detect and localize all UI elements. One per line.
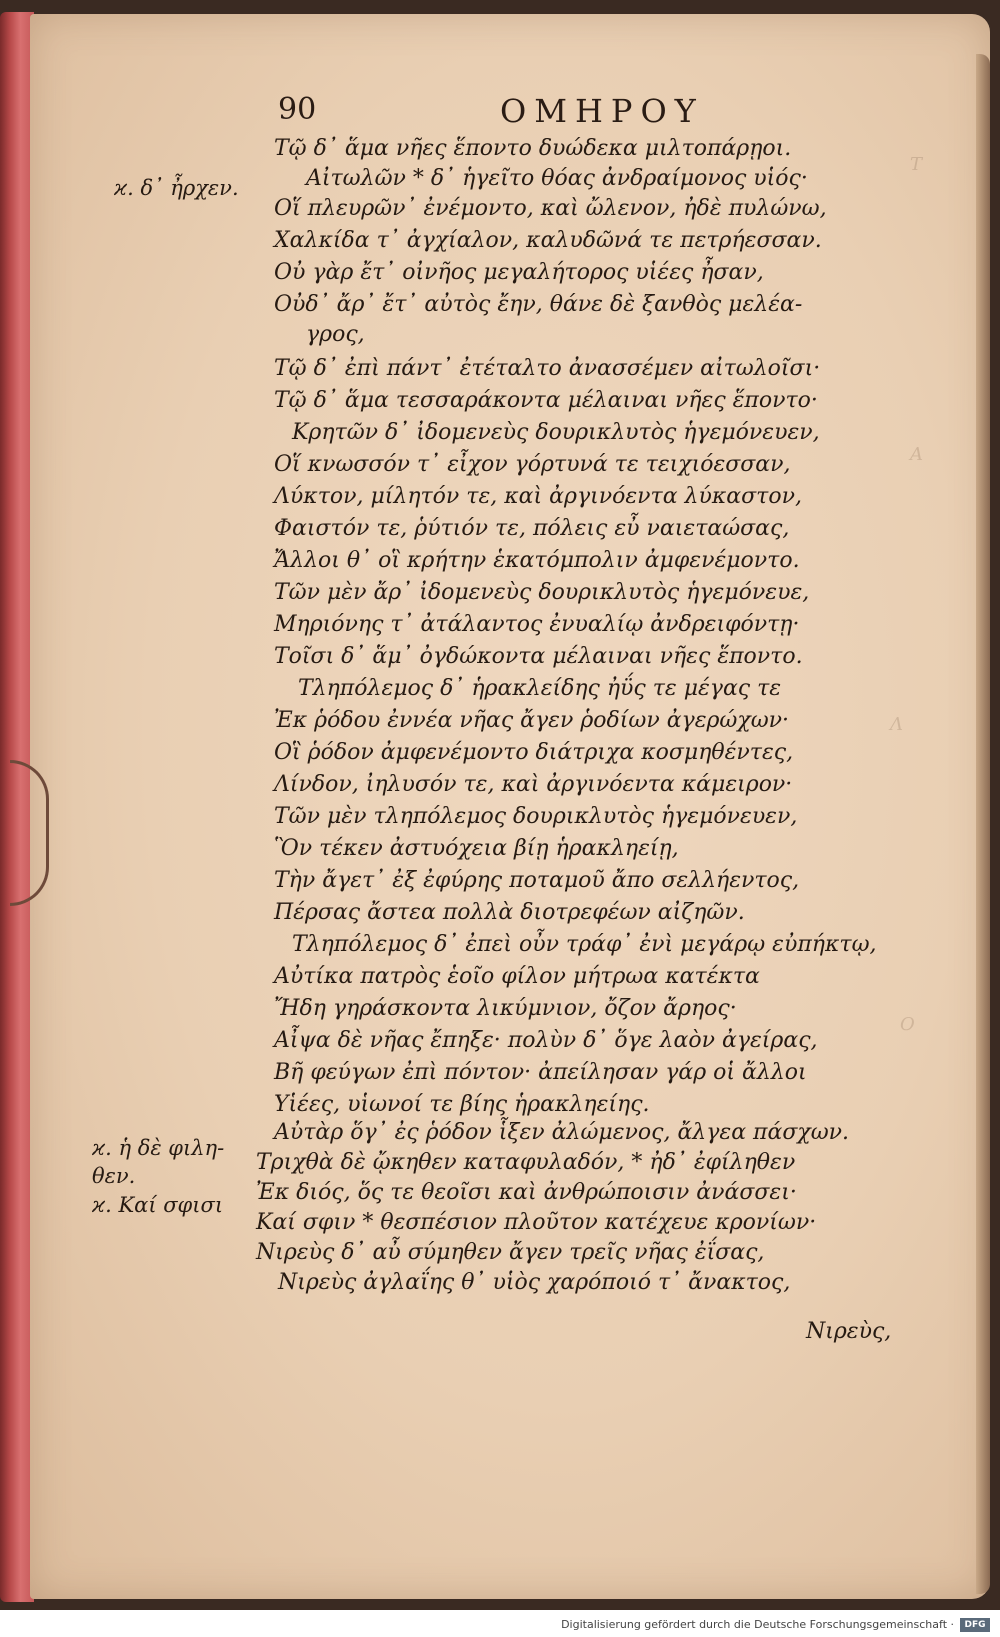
verse-line: Πέρσας ἄστεα πολλὰ διοτρεφέων αἰζηῶν. xyxy=(274,900,745,925)
digitization-footer xyxy=(0,1610,1000,1637)
verse-line: Μηριόνης τ᾽ ἀτάλαντος ἐνυαλίῳ ἀνδρειφόντῃ· xyxy=(274,612,800,637)
verse-line: Ὃν τέκεν ἀστυόχεια βίῃ ἡρακληείῃ, xyxy=(274,836,679,861)
verse-line: Αὐτὰρ ὅγ᾽ ἐς ῥόδον ἷξεν ἀλώμενος, ἄλγεα πάσχων. xyxy=(274,1120,850,1145)
catchword: Νιρεὺς, xyxy=(806,1319,892,1344)
verse-line: Ἤδη γηράσκοντα λικύμνιον, ὄζον ἄρηος· xyxy=(274,996,737,1021)
verse-line: Οἳ ῥόδον ἀμφενέμοντο διάτριχα κοσμηθέντες, xyxy=(274,740,794,765)
verse-line: Λύκτον, μίλητόν τε, καὶ ἀργινόεντα λύκαστον, xyxy=(274,484,802,509)
verse-line: Τῶν μὲν ἄρ᾽ ἰδομενεὺς δουρικλυτὸς ἡγεμόνευε, xyxy=(274,580,810,605)
verse-line: Οἵ κνωσσόν τ᾽ εἶχον γόρτυνά τε τειχιόεσσαν, xyxy=(274,452,791,477)
bleed-through-mark: Λ xyxy=(890,714,903,735)
funding-credit: Digitalisierung gefördert durch die Deutsche Forschungsgemeinschaft · xyxy=(561,1618,954,1631)
verse-line: Τῷ δ᾽ ἐπὶ πάντ᾽ ἐτέταλτο ἀνασσέμεν αἰτωλοῖσι· xyxy=(274,356,821,381)
verse-line: γρος, xyxy=(306,322,365,347)
verse-line: Τοῖσι δ᾽ ἅμ᾽ ὀγδώκοντα μέλαιναι νῆες ἕποντο. xyxy=(274,644,803,669)
verse-line: Χαλκίδα τ᾽ ἀγχίαλον, καλυδῶνά τε πετρήεσσαν. xyxy=(274,228,822,253)
margin-note: ϰ. ἡ δὲ φιλη- xyxy=(92,1136,225,1160)
dfg-logo-icon: DFG xyxy=(960,1618,990,1632)
verse-line: Υἱέες, υἱωνοί τε βίης ἡρακληείης. xyxy=(274,1092,650,1117)
verse-line: Βῆ φεύγων ἐπὶ πόντον· ἀπείλησαν γάρ οἱ ἄλλοι xyxy=(274,1060,807,1085)
verse-line: Τὴν ἄγετ᾽ ἐξ ἐφύρης ποταμοῦ ἄπο σελλήεντος, xyxy=(274,868,800,893)
verse-line: Οὐδ᾽ ἄρ᾽ ἔτ᾽ αὐτὸς ἔην, θάνε δὲ ξανθὸς μελέα- xyxy=(274,292,803,317)
verse-line: Αὐτίκα πατρὸς ἑοῖο φίλον μήτρωα κατέκτα xyxy=(274,964,760,989)
verse-line: Τριχθὰ δὲ ᾤκηθεν καταφυλαδόν, * ἠδ᾽ ἐφίληθεν xyxy=(256,1150,796,1175)
verse-line: Οὐ γὰρ ἔτ᾽ οἰνῆος μεγαλήτορος υἱέες ἦσαν, xyxy=(274,260,764,285)
page-number: 90 xyxy=(278,92,317,127)
verse-line: Τῷ δ᾽ ἅμα νῆες ἕποντο δυώδεκα μιλτοπάρῃοι. xyxy=(274,136,792,161)
verse-line: Ἐκ διός, ὅς τε θεοῖσι καὶ ἀνθρώποισιν ἀνάσσει· xyxy=(256,1180,797,1205)
running-head: ΟΜΗΡΟΥ xyxy=(500,92,704,130)
book-page xyxy=(30,14,990,1599)
verse-line: Ἐκ ῥόδου ἐννέα νῆας ἄγεν ῥοδίων ἀγερώχων· xyxy=(274,708,790,733)
bleed-through-mark: Τ xyxy=(910,154,923,175)
verse-line: Νιρεὺς ἀγλαΐης θ᾽ υἱὸς χαρόποιό τ᾽ ἄνακτος, xyxy=(278,1270,791,1295)
bleed-through-mark: Α xyxy=(910,444,923,465)
margin-note: ϰ. Καί σφισι xyxy=(92,1193,224,1217)
verse-line: Ἄλλοι θ᾽ οἳ κρήτην ἑκατόμπολιν ἀμφενέμοντο. xyxy=(274,548,800,573)
verse-line: Τληπόλεμος δ᾽ ἡρακλείδης ἠΰς τε μέγας τε xyxy=(298,676,782,701)
verse-line: Τῷ δ᾽ ἅμα τεσσαράκοντα μέλαιναι νῆες ἕποντο· xyxy=(274,388,818,413)
margin-note: θεν. xyxy=(92,1164,136,1188)
verse-line: Αἰτωλῶν * δ᾽ ἡγεῖτο θόας ἀνδραίμονος υἱός· xyxy=(306,166,808,191)
page-fore-edge xyxy=(976,54,990,1594)
book-clasp xyxy=(10,760,49,906)
verse-line: Φαιστόν τε, ῥύτιόν τε, πόλεις εὖ ναιεταώσας, xyxy=(274,516,790,541)
verse-line: Τῶν μὲν τληπόλεμος δουρικλυτὸς ἡγεμόνευεν, xyxy=(274,804,798,829)
verse-line: Καί σφιν * θεσπέσιον πλοῦτον κατέχευε κρονίων· xyxy=(256,1210,817,1235)
verse-line: Αἶψα δὲ νῆας ἔπηξε· πολὺν δ᾽ ὅγε λαὸν ἀγείρας, xyxy=(274,1028,818,1053)
verse-line: Οἵ πλευρῶν᾽ ἐνέμοντο, καὶ ὤλενον, ἠδὲ πυλώνω, xyxy=(274,196,827,221)
bleed-through-mark: Ο xyxy=(900,1014,915,1035)
margin-note: ϰ. δ᾽ ἦρχεν. xyxy=(114,176,239,200)
verse-line: Κρητῶν δ᾽ ἰδομενεὺς δουρικλυτὸς ἡγεμόνευεν, xyxy=(292,420,820,445)
verse-line: Νιρεὺς δ᾽ αὖ σύμηθεν ἄγεν τρεῖς νῆας ἐΐσας, xyxy=(256,1240,765,1265)
verse-line: Λίνδον, ἰηλυσόν τε, καὶ ἀργινόεντα κάμειρον· xyxy=(274,772,793,797)
verse-line: Τληπόλεμος δ᾽ ἐπεὶ οὖν τράφ᾽ ἐνὶ μεγάρῳ εὐπήκτῳ, xyxy=(292,932,877,957)
